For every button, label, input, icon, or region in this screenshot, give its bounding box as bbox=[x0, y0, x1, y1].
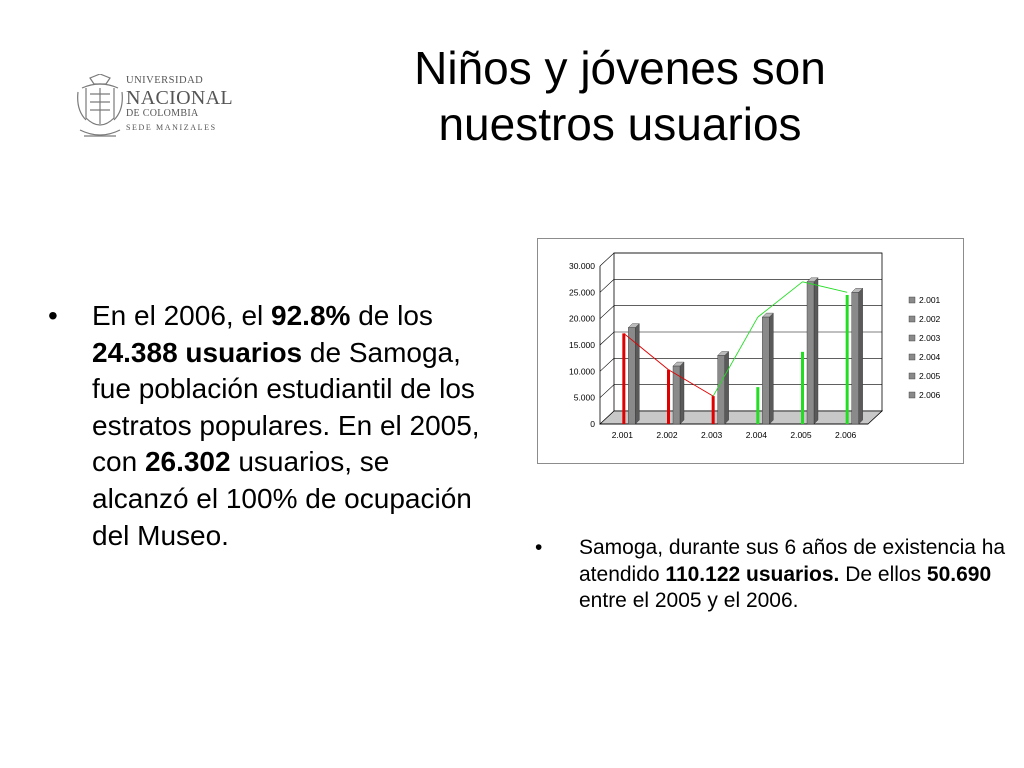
x-tick-label: 2.001 bbox=[611, 430, 633, 440]
legend-swatch bbox=[909, 316, 915, 322]
legend-label: 2.005 bbox=[919, 371, 941, 381]
legend-swatch bbox=[909, 392, 915, 398]
bar-side bbox=[635, 324, 639, 424]
legend-label: 2.003 bbox=[919, 333, 941, 343]
trend-bar bbox=[622, 333, 625, 424]
bar-side bbox=[725, 352, 729, 424]
y-tick-label: 30.000 bbox=[569, 261, 595, 271]
y-tick-label: 15.000 bbox=[569, 340, 595, 350]
right-text-3: entre el 2005 y el 2006. bbox=[579, 589, 799, 612]
y-tick-label: 0 bbox=[590, 419, 595, 429]
chart-floor bbox=[600, 411, 882, 424]
legend-swatch bbox=[909, 335, 915, 341]
x-tick-label: 2.006 bbox=[835, 430, 857, 440]
legend-swatch bbox=[909, 354, 915, 360]
y-tick-label: 20.000 bbox=[569, 313, 595, 324]
left-text-3: de Samoga, fue población estudiantil de los estratos populares. En el 2005, con bbox=[92, 336, 480, 478]
left-text-1: En el 2006, el bbox=[92, 300, 272, 331]
right-bold-recent: 50.690 bbox=[926, 562, 992, 586]
x-tick-label: 2.003 bbox=[701, 430, 723, 440]
right-bullet-paragraph bbox=[535, 535, 1024, 615]
bar bbox=[852, 292, 859, 424]
x-tick-label: 2.005 bbox=[790, 430, 812, 440]
y-tick-label: 5.000 bbox=[573, 392, 595, 403]
bar-side bbox=[859, 288, 863, 424]
trend-bar bbox=[667, 370, 670, 424]
trend-bar bbox=[846, 295, 849, 424]
left-bullet-paragraph bbox=[48, 298, 492, 554]
x-tick-label: 2.004 bbox=[745, 430, 767, 440]
y-tick-label: 10.000 bbox=[569, 366, 595, 377]
logo-line-universidad: UNIVERSIDAD bbox=[126, 75, 204, 86]
legend-label: 2.006 bbox=[919, 390, 941, 400]
trend-bar bbox=[756, 387, 759, 424]
logo-line-de-colombia: DE COLOMBIA bbox=[126, 107, 199, 119]
bar bbox=[807, 282, 814, 424]
right-text-1: Samoga, durante sus 6 años de existencia ha atendido bbox=[579, 536, 1006, 586]
left-text-4: usuarios, se alcanzó el 100% de ocupación del Museo. bbox=[92, 446, 472, 551]
right-text-2: De ellos bbox=[839, 562, 927, 586]
slide-title bbox=[330, 40, 910, 152]
university-logo bbox=[76, 74, 241, 150]
y-tick-label: 25.000 bbox=[569, 287, 595, 298]
bar-side bbox=[769, 313, 773, 424]
legend-label: 2.001 bbox=[919, 295, 941, 305]
legend-swatch bbox=[909, 373, 915, 379]
bar bbox=[718, 356, 725, 424]
logo-line-sede: SEDE MANIZALES bbox=[126, 122, 217, 132]
left-bold-percent: 92.8% bbox=[271, 300, 351, 331]
logo-line-nacional: NACIONAL bbox=[126, 86, 233, 109]
trend-bar bbox=[801, 352, 804, 424]
right-bold-total: 110.122 usuarios. bbox=[665, 562, 840, 586]
left-bold-count: 26.302 bbox=[144, 446, 231, 478]
chart-canvas bbox=[538, 239, 965, 465]
legend-label: 2.004 bbox=[919, 352, 941, 362]
bullet-icon: • bbox=[48, 300, 58, 331]
coat-of-arms-icon bbox=[76, 74, 124, 150]
legend-swatch bbox=[909, 297, 915, 303]
bullet-icon: • bbox=[535, 536, 543, 559]
legend-label: 2.002 bbox=[919, 314, 941, 324]
bar-side bbox=[814, 278, 818, 424]
bar bbox=[762, 317, 769, 424]
x-tick-label: 2.002 bbox=[656, 430, 678, 440]
title-line-2: nuestros usuarios bbox=[438, 98, 802, 150]
trend-bar bbox=[712, 396, 715, 424]
bar-chart bbox=[537, 238, 964, 464]
left-text-2: de los bbox=[350, 300, 433, 331]
title-line-1: Niños y jóvenes son bbox=[414, 42, 826, 94]
left-bold-users: 24.388 usuarios bbox=[92, 336, 303, 368]
bar-side bbox=[680, 362, 684, 424]
